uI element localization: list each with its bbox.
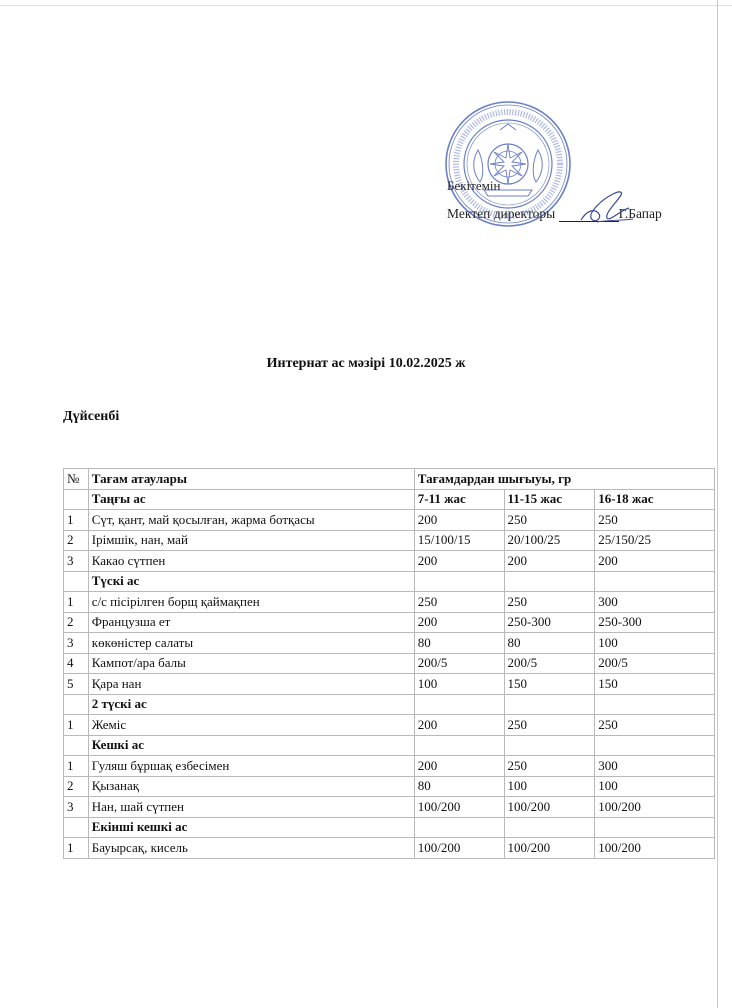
table-row [64, 551, 715, 572]
table-row [64, 510, 715, 531]
section-number-cell [64, 694, 89, 715]
age-group-header: 11-15 жас [504, 489, 595, 510]
section-title: Түскі ас [88, 571, 414, 592]
menu-title: Интернат ас мәзірі 10.02.2025 ж [266, 356, 466, 371]
header-number: № [64, 469, 89, 490]
empty-cell [504, 571, 595, 592]
portion-16-18: 200 [595, 551, 715, 572]
dish-name: Жеміс [88, 715, 414, 736]
section-number-cell [64, 817, 89, 838]
menu-table [63, 468, 715, 859]
header-output: Тағамдардан шығыуы, гр [414, 469, 714, 490]
row-number: 2 [64, 776, 89, 797]
dish-name: Қызанақ [88, 776, 414, 797]
dish-name: көкөністер салаты [88, 633, 414, 654]
row-number: 1 [64, 756, 89, 777]
portion-11-15: 20/100/25 [504, 530, 595, 551]
section-number-cell [64, 571, 89, 592]
table-row [64, 530, 715, 551]
portion-16-18: 250 [595, 510, 715, 531]
empty-cell [504, 817, 595, 838]
dish-name: Бауырсақ, кисель [88, 838, 414, 859]
section-title: 2 түскі ас [88, 694, 414, 715]
portion-7-11: 200 [414, 756, 504, 777]
page-right-edge [717, 0, 718, 1008]
table-row [64, 838, 715, 859]
day-of-week: Дүйсенбі [63, 409, 120, 424]
dish-name: Французша ет [88, 612, 414, 633]
dish-name: с/с пісірілген борщ қаймақпен [88, 592, 414, 613]
portion-7-11: 100 [414, 674, 504, 695]
section-row [64, 571, 715, 592]
dish-name: Гуляш бұршақ езбесімен [88, 756, 414, 777]
table-row [64, 674, 715, 695]
row-number: 1 [64, 592, 89, 613]
table-row [64, 797, 715, 818]
portion-7-11: 100/200 [414, 838, 504, 859]
row-number: 2 [64, 530, 89, 551]
empty-cell [504, 694, 595, 715]
portion-16-18: 250-300 [595, 612, 715, 633]
portion-11-15: 150 [504, 674, 595, 695]
row-number: 3 [64, 633, 89, 654]
portion-16-18: 300 [595, 592, 715, 613]
age-group-header: 16-18 жас [595, 489, 715, 510]
section-title: Таңғы ас [88, 489, 414, 510]
table-row [64, 653, 715, 674]
portion-16-18: 25/150/25 [595, 530, 715, 551]
section-number-cell [64, 735, 89, 756]
row-number: 1 [64, 510, 89, 531]
portion-11-15: 250 [504, 510, 595, 531]
portion-7-11: 100/200 [414, 797, 504, 818]
portion-11-15: 200 [504, 551, 595, 572]
approval-label: Бекітемін [447, 178, 501, 193]
section-row [64, 694, 715, 715]
portion-7-11: 200 [414, 612, 504, 633]
row-number: 3 [64, 551, 89, 572]
empty-cell [595, 735, 715, 756]
dish-name: Ірімшік, нан, май [88, 530, 414, 551]
empty-cell [595, 694, 715, 715]
table-row [64, 715, 715, 736]
dish-name: Сүт, қант, май қосылған, жарма ботқасы [88, 510, 414, 531]
portion-11-15: 100/200 [504, 838, 595, 859]
empty-cell [595, 817, 715, 838]
section-title: Кешкі ас [88, 735, 414, 756]
dish-name: Какао сүтпен [88, 551, 414, 572]
table-row [64, 776, 715, 797]
portion-16-18: 100/200 [595, 838, 715, 859]
dish-name: Кампот/ара балы [88, 653, 414, 674]
table-row [64, 633, 715, 654]
empty-cell [414, 817, 504, 838]
portion-7-11: 200/5 [414, 653, 504, 674]
portion-11-15: 250 [504, 592, 595, 613]
portion-16-18: 300 [595, 756, 715, 777]
director-name: Г.Бапар [618, 206, 662, 221]
portion-11-15: 80 [504, 633, 595, 654]
row-number: 2 [64, 612, 89, 633]
portion-7-11: 200 [414, 551, 504, 572]
table-row [64, 612, 715, 633]
portion-16-18: 250 [595, 715, 715, 736]
portion-7-11: 80 [414, 633, 504, 654]
age-group-header: 7-11 жас [414, 489, 504, 510]
row-number: 3 [64, 797, 89, 818]
portion-16-18: 150 [595, 674, 715, 695]
row-number: 1 [64, 715, 89, 736]
empty-cell [414, 735, 504, 756]
dish-name: Қара нан [88, 674, 414, 695]
portion-11-15: 100 [504, 776, 595, 797]
empty-cell [414, 694, 504, 715]
section-row [64, 735, 715, 756]
dish-name: Нан, шай сүтпен [88, 797, 414, 818]
section-number-cell [64, 489, 89, 510]
table-row [64, 756, 715, 777]
page-top-edge [0, 5, 732, 6]
portion-7-11: 250 [414, 592, 504, 613]
portion-16-18: 100/200 [595, 797, 715, 818]
portion-16-18: 100 [595, 776, 715, 797]
portion-7-11: 80 [414, 776, 504, 797]
header-dish-name: Тағам атаулары [88, 469, 414, 490]
table-row [64, 592, 715, 613]
empty-cell [504, 735, 595, 756]
section-row [64, 817, 715, 838]
director-title: Мектеп директоры [447, 206, 556, 221]
portion-11-15: 250 [504, 715, 595, 736]
table-header-row [64, 469, 715, 490]
row-number: 1 [64, 838, 89, 859]
portion-7-11: 200 [414, 715, 504, 736]
portion-16-18: 100 [595, 633, 715, 654]
empty-cell [414, 571, 504, 592]
portion-11-15: 250-300 [504, 612, 595, 633]
handwritten-signature [577, 186, 637, 230]
portion-11-15: 250 [504, 756, 595, 777]
section-row [64, 489, 715, 510]
row-number: 5 [64, 674, 89, 695]
portion-7-11: 15/100/15 [414, 530, 504, 551]
portion-11-15: 200/5 [504, 653, 595, 674]
section-title: Екінші кешкі ас [88, 817, 414, 838]
portion-16-18: 200/5 [595, 653, 715, 674]
menu-table-body [64, 469, 715, 859]
portion-7-11: 200 [414, 510, 504, 531]
empty-cell [595, 571, 715, 592]
row-number: 4 [64, 653, 89, 674]
portion-11-15: 100/200 [504, 797, 595, 818]
